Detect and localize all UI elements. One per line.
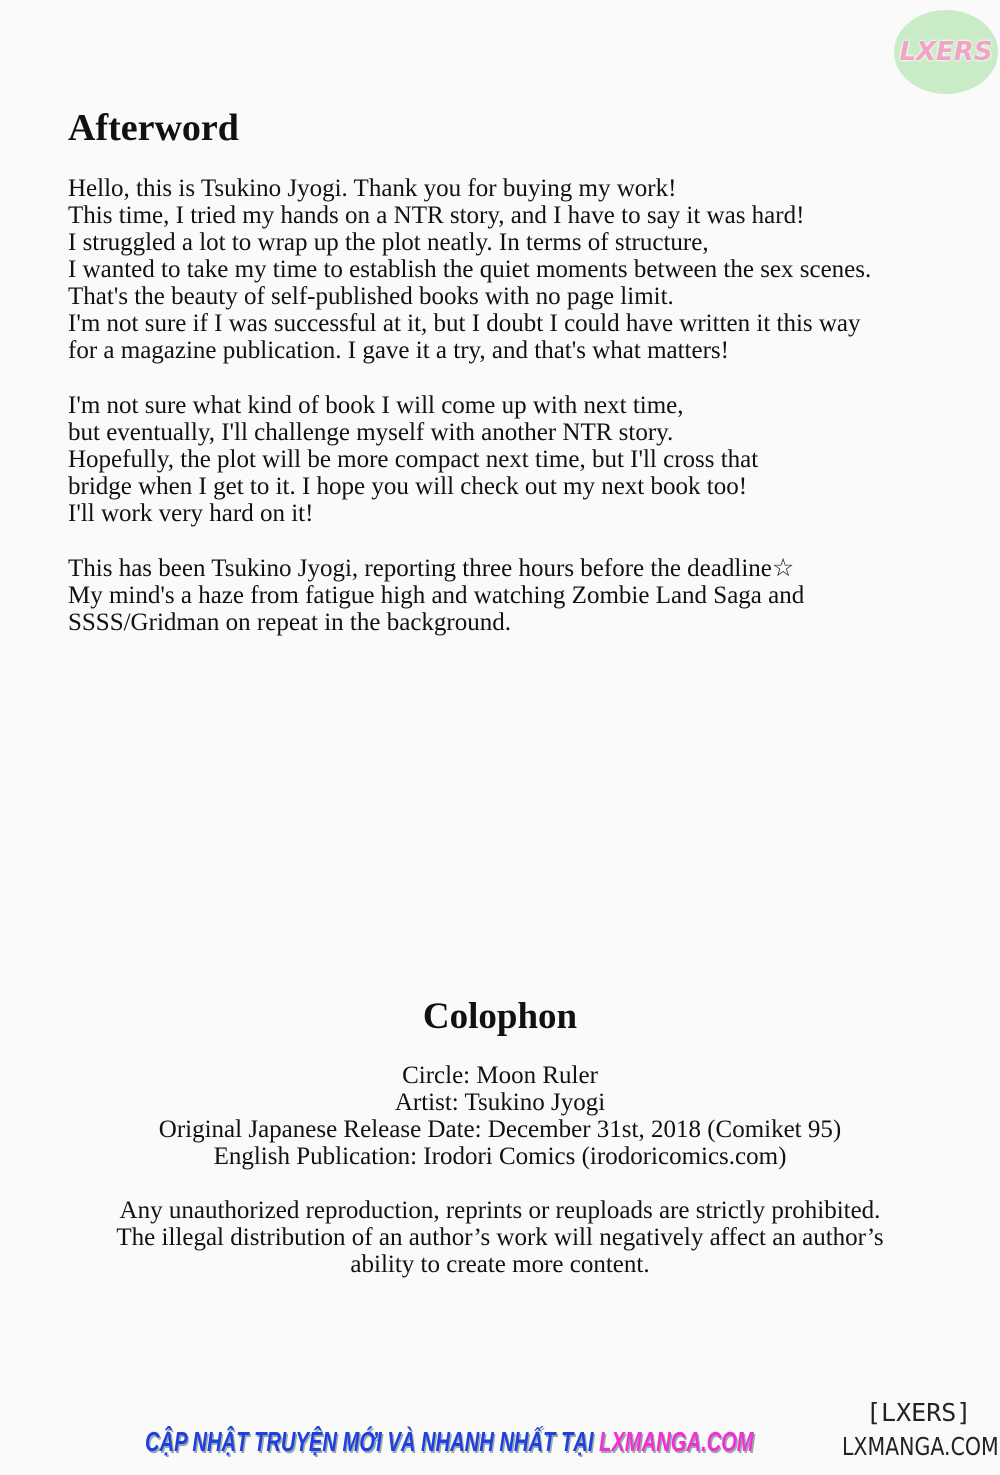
colophon-publication: English Publication: Irodori Comics (irodoricomics.com) [213,1143,787,1170]
colophon-release-date: Original Japanese Release Date: December 31st, 2018 (Comiket 95) [158,1116,842,1143]
colophon-title: Colophon [422,996,578,1037]
colophon-circle: Circle: Moon Ruler [402,1062,598,1089]
banner-site-link[interactable]: LXMANGA.COM [599,1426,754,1457]
notice-line-1: Any unauthorized reproduction, reprints or reuploads are strictly prohibited. [119,1197,881,1224]
lxers-logo: LXERS [894,10,998,94]
promo-banner [145,1426,754,1458]
afterword-paragraph-3: This has been Tsukino Jyogi, reporting three hours before the deadline☆ My mind's a haze from fatigue high and watching Zombie Land Saga and SSSS/Gridman on repeat in the background. [68,555,805,636]
notice-line-3: ability to create more content. [350,1251,650,1278]
afterword-paragraph-2: I'm not sure what kind of book I will come up with next time, but eventually, I'll challenge myself with another NTR story. Hopefully, the plot will be more compact next time, but I'll cross that bridge when I get to it. I hope you will check out my next book too! I'll work very hard on it! [68,392,759,527]
notice-line-2: The illegal distribution of an author’s work will negatively affect an author’s [116,1224,884,1251]
lxmanga-site-text: LXMANGA.COM [842,1432,999,1461]
lxers-tag: [LXERS] [866,1398,972,1427]
colophon-artist: Artist: Tsukino Jyogi [394,1089,606,1116]
banner-text: CẬP NHẬT TRUYỆN MỚI VÀ NHANH NHẤT TẠI [145,1426,600,1457]
afterword-title: Afterword [68,107,239,149]
afterword-paragraph-1: Hello, this is Tsukino Jyogi. Thank you for buying my work! This time, I tried my hands on a NTR story, and I have to say it was hard! I struggled a lot to wrap up the plot neatly. In terms of structure, I wanted to take my time to establish the quiet moments between the sex scenes. That's the beauty of self-published books with no page limit. I'm not sure if I was successful at it, but I doubt I could have written it this way for a magazine publication. I gave it a try, and that's what matters! [68,175,872,364]
